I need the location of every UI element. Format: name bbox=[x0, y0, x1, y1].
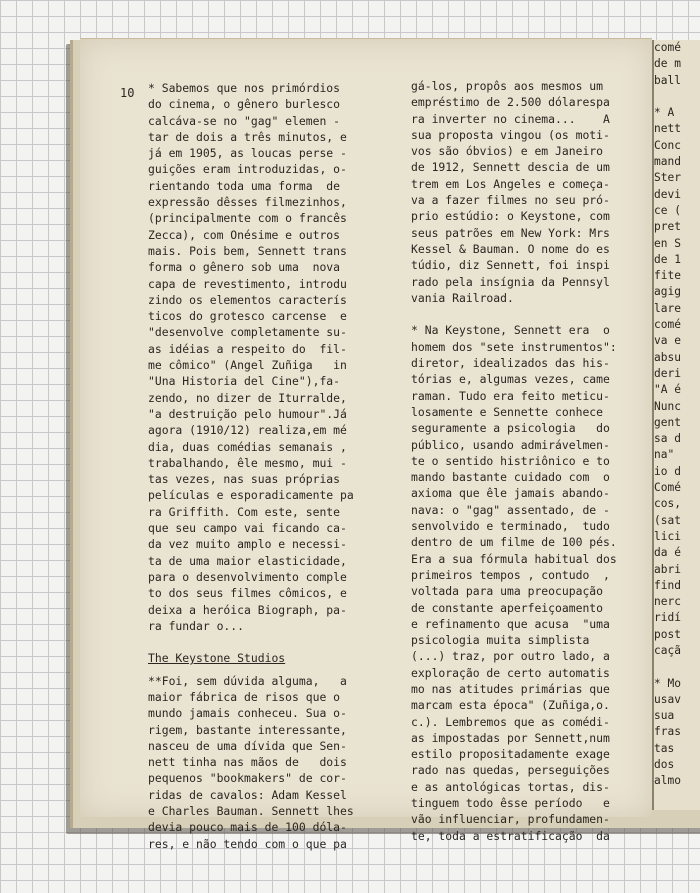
text-line: "desenvolve completamente su- bbox=[148, 325, 347, 340]
text-line: tórias e, algumas vezes, came bbox=[411, 372, 610, 387]
text-line: * A bbox=[654, 106, 675, 120]
text-line: zendo, no dizer de Iturralde, bbox=[148, 390, 347, 405]
text-line: caçã bbox=[654, 643, 681, 657]
text-line: * Na Keystone, Sennett era o bbox=[411, 323, 610, 338]
text-line: sua proposta vingou (os moti- bbox=[411, 127, 610, 142]
text-line: mundo jamais conheceu. Sua o- bbox=[148, 706, 347, 721]
text-line: e refinamento que acusa "uma bbox=[411, 616, 610, 631]
text-line: dia, duas comédias semanais , bbox=[148, 439, 347, 454]
text-line: expressão dêsses filmezinhos, bbox=[148, 195, 347, 210]
text-line: nasceu de uma dívida que Sen- bbox=[148, 738, 347, 753]
text-line: post bbox=[654, 627, 681, 641]
text-line: tas bbox=[654, 741, 675, 755]
text-line: guições eram introduzidas, o- bbox=[148, 162, 347, 177]
text-line: ridas de cavalos: Adam Kessel bbox=[148, 787, 347, 802]
text-line: pret bbox=[654, 220, 681, 234]
text-line: abri bbox=[654, 562, 681, 576]
text-line: forma o gênero sob uma nova bbox=[148, 260, 341, 275]
text-line: deixa a heróica Biograph, pa- bbox=[148, 602, 347, 617]
text-line: * Sabemos que nos primórdios bbox=[148, 81, 341, 95]
text-line: devia pouco mais de 100 dóla- bbox=[148, 820, 347, 835]
text-line: mo nas atitudes primárias que bbox=[411, 681, 610, 696]
text-line: absu bbox=[654, 350, 681, 364]
text-line: da é bbox=[654, 546, 681, 560]
text-line: para o desenvolvimento comple bbox=[148, 569, 347, 584]
text-line: c.). Lembremos que as comédi- bbox=[411, 714, 610, 729]
text-line: já em 1905, as loucas perse - bbox=[148, 146, 347, 161]
text-line: io d bbox=[654, 464, 681, 478]
text-line: en S bbox=[654, 236, 681, 250]
text-line: que seu campo vai ficando ca- bbox=[148, 521, 347, 536]
page-number: 10 bbox=[120, 86, 135, 100]
text-line: mando bastante cuidado com o bbox=[411, 470, 610, 485]
text-line: losamente e Sennette conhece bbox=[411, 404, 604, 419]
text-line: na" bbox=[654, 448, 675, 462]
text-line: gá-los, propôs aos mesmos um bbox=[411, 79, 604, 93]
text-line: exploração de certo automatis bbox=[411, 665, 610, 680]
text-line: "A é bbox=[654, 383, 681, 397]
text-line: maior fábrica de risos que o bbox=[148, 689, 341, 704]
text-line: me cômico" (Angel Zuñiga in bbox=[148, 358, 347, 373]
text-line: trem em Los Angeles e começa- bbox=[411, 176, 610, 191]
text-line: axioma que êle jamais abando- bbox=[411, 486, 610, 501]
text-line: dos bbox=[654, 758, 675, 772]
text-line: senvolvido e terminado, tudo bbox=[411, 519, 610, 534]
text-line: estilo propositadamente exage bbox=[411, 747, 610, 762]
text-line: dentro de um filme de 100 pés. bbox=[411, 535, 617, 550]
text-line: público, usando admirávelmen- bbox=[411, 437, 610, 452]
text-line bbox=[654, 89, 681, 105]
text-line: de constante aperfeiçoamento bbox=[411, 600, 604, 615]
text-line: devi bbox=[654, 187, 681, 201]
text-line: ticos do grotesco carcense e bbox=[148, 309, 347, 324]
text-line: vos são óbvios) e em Janeiro bbox=[411, 144, 604, 159]
text-line: rientando toda uma forma de bbox=[148, 178, 341, 193]
text-line: seus patrões em New York: Mrs bbox=[411, 225, 610, 240]
text-line: ra inverter no cinema... A bbox=[411, 111, 610, 126]
text-line: vão influenciar, profundamen- bbox=[411, 812, 610, 827]
text-line: agig bbox=[654, 285, 681, 299]
text-line: nava: o "gag" assentado, de - bbox=[411, 502, 610, 517]
text-line: rado nas quedas, perseguições bbox=[411, 763, 610, 778]
text-line: (...) traz, por outro lado, a bbox=[411, 649, 610, 664]
text-line: de m bbox=[654, 57, 681, 71]
text-line: mais. Pois bem, Sennett trans bbox=[148, 243, 347, 258]
text-line bbox=[411, 306, 641, 322]
text-line: te o sentido histriônico e to bbox=[411, 453, 610, 468]
text-line: Era a sua fórmula habitual dos bbox=[411, 551, 617, 566]
text-line: sua bbox=[654, 709, 675, 723]
text-line: Conc bbox=[654, 138, 681, 152]
next-page bbox=[652, 40, 700, 810]
text-line: e as antológicas tortas, dis- bbox=[411, 779, 610, 794]
text-line: Zecca), com Onésime e outros bbox=[148, 227, 341, 242]
text-line: raman. Tudo era feito meticu- bbox=[411, 388, 610, 403]
text-line: almo bbox=[654, 774, 681, 788]
section-heading: The Keystone Studios bbox=[148, 651, 286, 666]
text-line: diretor, idealizados das his- bbox=[411, 356, 610, 371]
text-line: fras bbox=[654, 725, 681, 739]
text-line: tas vezes, nas suas próprias bbox=[148, 472, 341, 487]
text-line: va a fazer filmes no seu pró- bbox=[411, 193, 610, 208]
text-line: Comé bbox=[654, 481, 681, 495]
text-line: as idéias a respeito do fil- bbox=[148, 341, 347, 356]
text-line: ridí bbox=[654, 611, 681, 625]
text-line: de 1912, Sennett descia de um bbox=[411, 160, 610, 175]
text-line: lare bbox=[654, 301, 681, 315]
text-line: agora (1910/12) realiza,em mé bbox=[148, 423, 347, 438]
text-line: res, e não tendo com o que pa bbox=[148, 836, 347, 851]
text-line: te, toda a estratificação da bbox=[411, 828, 610, 843]
text-line: sa d bbox=[654, 432, 681, 446]
text-line: tar de dois a três minutos, e bbox=[148, 129, 347, 144]
text-line: as impostadas por Sennett,num bbox=[411, 730, 610, 745]
text-line: Nunc bbox=[654, 399, 681, 413]
text-line: to dos seus filmes cômicos, e bbox=[148, 586, 347, 601]
text-line: e Charles Bauman. Sennett lhes bbox=[148, 804, 354, 819]
text-line: ball bbox=[654, 73, 681, 87]
text-line: da vez muito amplo e necessi- bbox=[148, 537, 347, 552]
text-line: trabalhando, êle mesmo, mui - bbox=[148, 455, 347, 470]
text-line: túdio, diz Sennett, foi inspi bbox=[411, 258, 610, 273]
text-line: rado pela insígnia da Pennsyl bbox=[411, 274, 610, 289]
text-line: "Una Historia del Cine"),fa- bbox=[148, 374, 341, 389]
text-line: tinguem todo êsse período e bbox=[411, 796, 610, 811]
text-line: vania Railroad. bbox=[411, 290, 514, 305]
text-line: nett tinha nas mãos de dois bbox=[148, 755, 347, 770]
text-line: voltada para uma preocupação bbox=[411, 584, 604, 599]
text-line: rigem, bastante interessante, bbox=[148, 722, 347, 737]
text-line: ce ( bbox=[654, 203, 681, 217]
text-line: marcam esta época" (Zuñiga,o. bbox=[411, 698, 610, 713]
text-line: capa de revestimento, introdu bbox=[148, 276, 347, 291]
right-column bbox=[411, 78, 641, 844]
text-line: gent bbox=[654, 415, 681, 429]
text-line: zindo os elementos caracterís bbox=[148, 292, 347, 307]
text-line: empréstimo de 2.500 dólarespa bbox=[411, 95, 610, 110]
text-line: Kessel & Bauman. O nome do es bbox=[411, 241, 610, 256]
text-line: ra Griffith. Com este, sente bbox=[148, 504, 341, 519]
text-line bbox=[654, 659, 681, 675]
text-line: va e bbox=[654, 334, 681, 348]
text-line: deri bbox=[654, 366, 681, 380]
text-line: * Mo bbox=[654, 676, 681, 690]
text-line: seguramente a psicologia do bbox=[411, 421, 610, 436]
text-line: usav bbox=[654, 692, 681, 706]
text-line: (principalmente com o francês bbox=[148, 211, 347, 226]
text-line: fite bbox=[654, 269, 681, 283]
text-line: (sat bbox=[654, 513, 681, 527]
text-line: comé bbox=[654, 318, 681, 332]
text-line: Ster bbox=[654, 171, 681, 185]
text-line: pequenos "bookmakers" de cor- bbox=[148, 771, 347, 786]
text-line: de 1 bbox=[654, 252, 681, 266]
text-line: nett bbox=[654, 122, 681, 136]
text-line: ta de uma maior elasticidade, bbox=[148, 553, 347, 568]
text-line: nerc bbox=[654, 595, 681, 609]
spacer bbox=[148, 634, 386, 650]
text-line: psicologia muita simplista bbox=[411, 633, 590, 648]
text-line: "a destruição pelo humour".Já bbox=[148, 406, 347, 421]
text-line: comé bbox=[654, 41, 681, 54]
text-line: películas e esporadicamente pa bbox=[148, 488, 354, 503]
text-line: find bbox=[654, 578, 681, 592]
text-line: primeiros tempos , contudo , bbox=[411, 567, 610, 582]
text-line: mand bbox=[654, 155, 681, 169]
text-line: ra fundar o... bbox=[148, 618, 245, 633]
text-line: lici bbox=[654, 529, 681, 543]
text-line: prio estúdio: o Keystone, com bbox=[411, 209, 610, 224]
text-line: homem dos "sete instrumentos": bbox=[411, 339, 617, 354]
text-line: **Foi, sem dúvida alguma, a bbox=[148, 673, 347, 688]
text-line: calcáva-se no "gag" elemen - bbox=[148, 113, 341, 128]
left-column bbox=[148, 80, 386, 852]
next-page-text bbox=[654, 40, 681, 790]
text-line: do cinema, o gênero burlesco bbox=[148, 97, 341, 112]
text-line: cos, bbox=[654, 497, 681, 511]
